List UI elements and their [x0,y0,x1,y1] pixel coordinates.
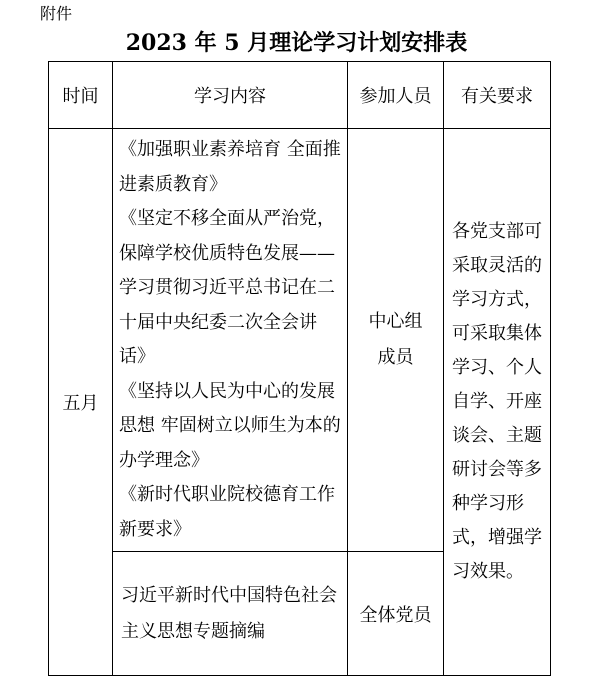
table-header-row [49,62,551,129]
attachment-label: 附件 [40,4,73,23]
column-header-content: 学习内容 [113,62,348,129]
study-item: 《加强职业素养培育 全面推进素质教育》 [119,139,341,195]
participants-cell: 中心组成员 [348,129,444,552]
study-item: 《新时代职业院校德育工作新要求》 [119,484,335,540]
study-content-cell [113,129,348,552]
column-header-time: 时间 [49,62,113,129]
study-item: 《坚持以人民为中心的发展思想 牢固树立以师生为本的办学理念》 [119,380,341,471]
requirements-cell: 各党支部可采取灵活的学习方式，可采取集体学习、个人自学、开座谈会、主题研讨会等多种学习形式，增强学习效果。 [444,129,551,676]
month-cell: 五月 [49,129,113,676]
column-header-participants: 参加人员 [348,62,444,129]
study-content-cell: 习近平新时代中国特色社会主义思想专题摘编 [113,552,348,676]
table-row [49,129,551,552]
page-title: 2023 年 5 月理论学习计划安排表 [125,30,468,56]
participants-cell: 全体党员 [348,552,444,676]
column-header-requirements: 有关要求 [444,62,551,129]
study-item: 《坚定不移全面从严治党，保障学校优质特色发展——学习贯彻习近平总书记在二十届中央纪委二次全会讲话》 [119,208,335,367]
schedule-table [48,61,551,676]
